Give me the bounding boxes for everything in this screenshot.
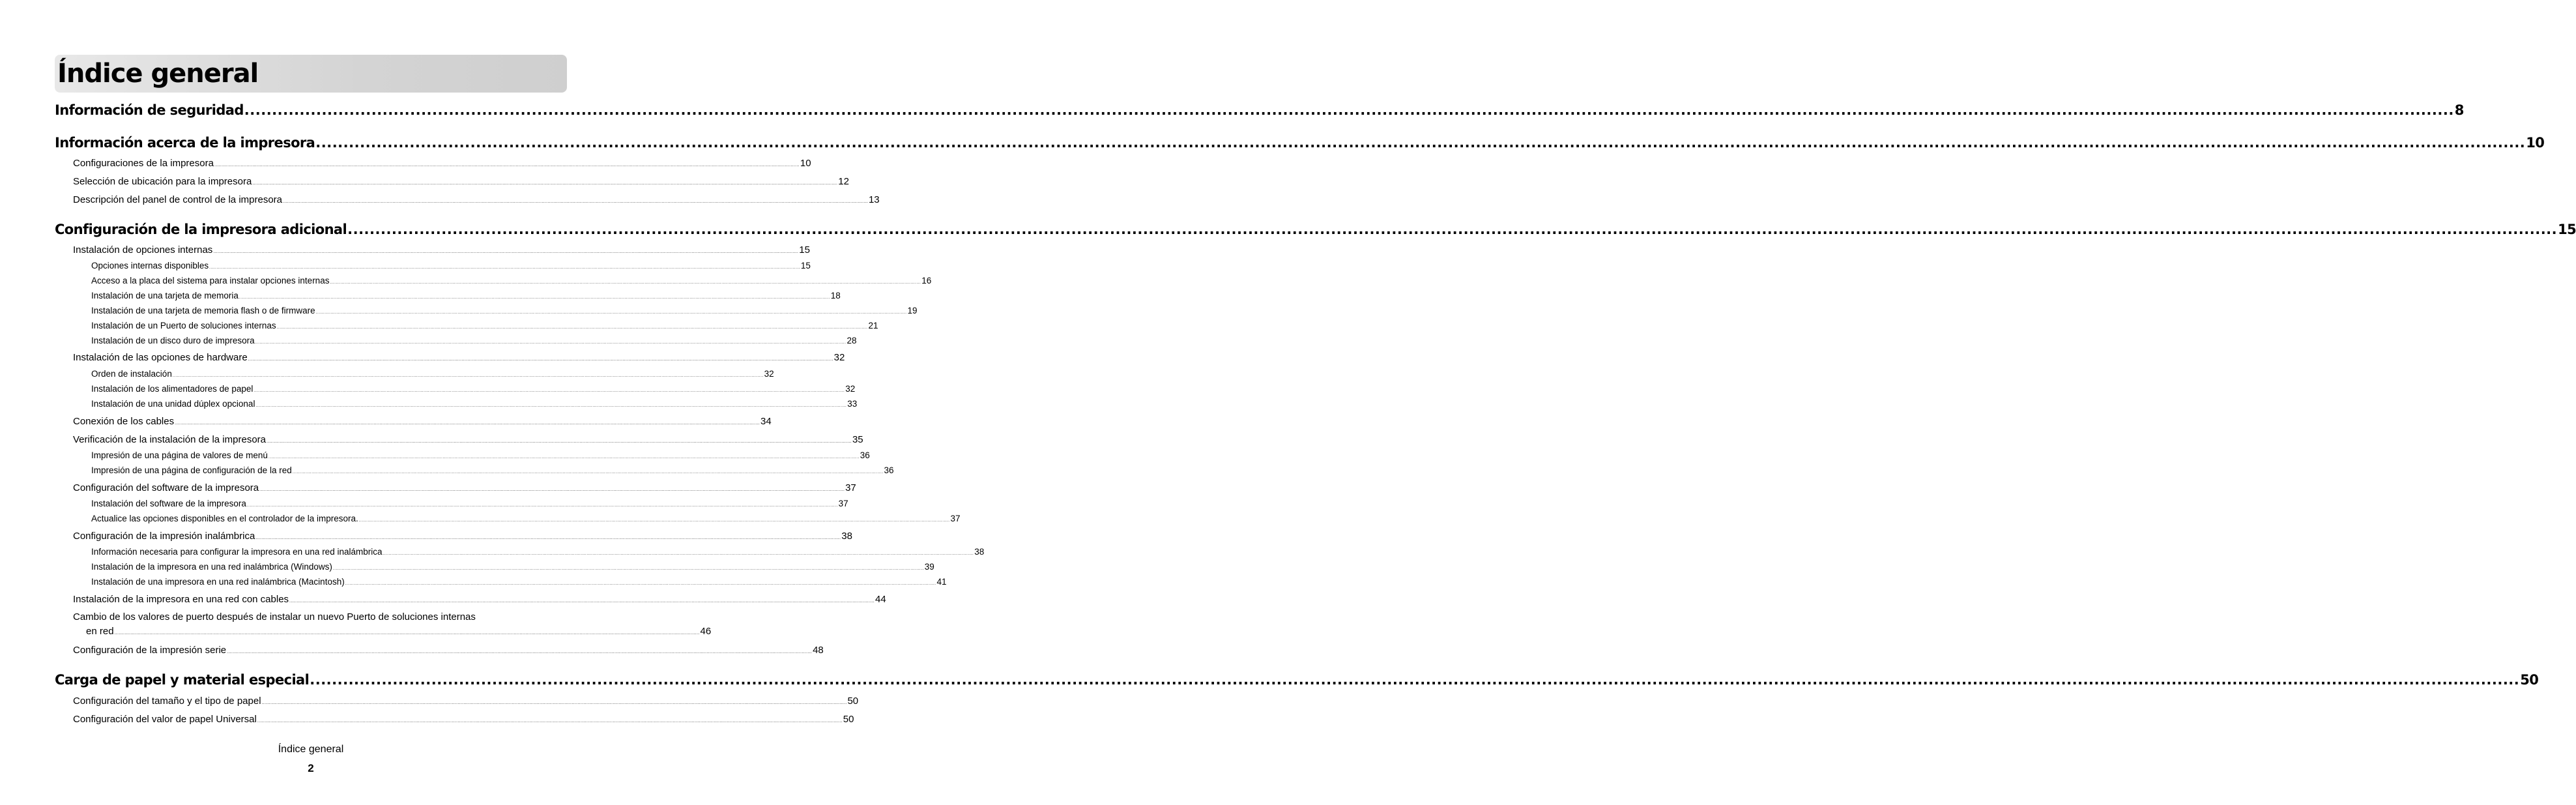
toc-chapter[interactable] — [55, 671, 2539, 689]
toc-page-number: 46 — [700, 626, 712, 637]
dot-leader: ................................................................................................................................................................................................................................................................................................................................................................................................................ — [345, 582, 936, 586]
toc-page-number: 38 — [974, 547, 985, 557]
toc-page-number: 13 — [868, 194, 880, 205]
toc-entry-label: Orden de instalación — [91, 369, 172, 379]
toc-entry-label: Configuración de la impresora adicional — [55, 222, 347, 237]
dot-leader: ................................................................................................................................................................................................................................................................................................................................................................................................................ — [213, 250, 799, 254]
toc-subsection[interactable] — [91, 546, 985, 559]
toc-subsection[interactable] — [91, 561, 934, 574]
toc-entry-label: Selección de ubicación para la impresora — [73, 176, 252, 187]
toc-entry-label: Impresión de una página de configuración de la red — [91, 465, 292, 475]
toc-section[interactable] — [73, 175, 849, 189]
toc-entry-label-continued: en red — [86, 626, 114, 637]
toc-page-number: 32 — [833, 352, 845, 363]
toc-page-number: 21 — [868, 321, 878, 330]
toc-section[interactable] — [73, 193, 880, 207]
toc-page-number: 12 — [838, 176, 849, 187]
dot-leader: ................................................................................................................................................................................................................................................................................................................................................................................................................ — [214, 163, 800, 168]
toc-page-number: 15 — [799, 244, 810, 256]
toc-entry-label: Verificación de la instalación de la impresora — [73, 434, 266, 445]
toc-page-number: 36 — [860, 450, 870, 460]
toc-page-number: 37 — [950, 514, 961, 523]
toc-entry-label: Configuraciones de la impresora — [73, 158, 214, 169]
toc-section[interactable] — [73, 156, 811, 171]
dot-leader: ................................................................................................................................................................................................................................................................................................................................................................................................................ — [267, 439, 852, 444]
toc-entry-label: Información de seguridad — [55, 102, 244, 118]
toc-page-number: 44 — [875, 594, 886, 605]
dot-leader: ................................................................................................................................................................................................................................................................................................................................................................................................................ — [268, 456, 860, 460]
dot-leader: ................................................................................................................................................................................................................................................................................................................................................................................................................ — [253, 389, 845, 393]
toc-entry-label: Conexión de los cables — [73, 416, 175, 427]
dot-leader: ................................................................................................................................................................................................................................................................................................................................................................................................................ — [383, 552, 974, 556]
toc-page-number: 28 — [847, 336, 857, 345]
toc-page-number: 32 — [764, 369, 774, 379]
toc-section[interactable] — [73, 593, 886, 607]
toc-entry-label: Instalación de una tarjeta de memoria flash o de firmware — [91, 306, 315, 315]
toc-section[interactable] — [73, 243, 810, 257]
toc-page-number: 32 — [845, 384, 856, 394]
dot-leader: ................................................................................................................................................................................................................................................................................................................................................................................................................ — [244, 102, 2454, 118]
toc-subsection[interactable] — [91, 497, 848, 510]
toc-subsection[interactable] — [91, 449, 870, 462]
toc-section[interactable] — [73, 529, 852, 544]
toc-subsection[interactable] — [91, 398, 858, 411]
toc-subsection[interactable] — [91, 576, 947, 589]
toc-page-number: 8 — [2454, 102, 2464, 118]
toc-section[interactable] — [73, 694, 859, 709]
toc-section[interactable] — [73, 351, 845, 365]
toc-section[interactable] — [73, 643, 824, 658]
dot-leader: ................................................................................................................................................................................................................................................................................................................................................................................................................ — [276, 326, 868, 330]
toc-page-number: 15 — [2558, 222, 2576, 237]
toc-page-number: 50 — [2520, 672, 2539, 688]
toc-page-number: 50 — [843, 714, 854, 725]
toc-subsection[interactable] — [91, 274, 932, 287]
page-title: Índice general — [57, 59, 259, 89]
toc-section[interactable] — [73, 712, 854, 727]
dot-leader: ................................................................................................................................................................................................................................................................................................................................................................................................................ — [259, 488, 845, 492]
toc-chapter[interactable] — [55, 220, 2576, 239]
toc-entry-label[interactable]: Cambio de los valores de puerto después de instalar un nuevo Puerto de soluciones internas — [73, 611, 476, 622]
toc-chapter[interactable] — [55, 101, 2464, 119]
toc-page-number: 18 — [830, 291, 841, 300]
toc-page-number: 10 — [800, 158, 811, 169]
toc-page-number: 48 — [813, 645, 824, 656]
dot-leader: ................................................................................................................................................................................................................................................................................................................................................................................................................ — [252, 181, 838, 186]
toc-subsection[interactable] — [91, 319, 878, 332]
dot-leader: ................................................................................................................................................................................................................................................................................................................................................................................................................ — [114, 631, 700, 636]
toc-entry-label: Instalación de opciones internas — [73, 244, 213, 256]
toc-entry-label: Instalación de los alimentadores de papel — [91, 384, 253, 394]
toc-entry-label: Instalación de un Puerto de soluciones internas — [91, 321, 276, 330]
dot-leader: ................................................................................................................................................................................................................................................................................................................................................................................................................ — [347, 222, 2558, 237]
dot-leader: ................................................................................................................................................................................................................................................................................................................................................................................................................ — [315, 311, 907, 315]
dot-leader: ................................................................................................................................................................................................................................................................................................................................................................................................................ — [257, 719, 843, 724]
toc-entry-label: Impresión de una página de valores de menú — [91, 450, 268, 460]
dot-leader: ................................................................................................................................................................................................................................................................................................................................................................................................................ — [283, 199, 868, 204]
toc-chapter[interactable] — [55, 134, 2545, 152]
toc-entry-label: Configuración del tamaño y el tipo de papel — [73, 695, 261, 707]
dot-leader: ................................................................................................................................................................................................................................................................................................................................................................................................................ — [255, 404, 847, 408]
dot-leader: ................................................................................................................................................................................................................................................................................................................................................................................................................ — [310, 672, 2520, 688]
toc-entry-label: Configuración de la impresión serie — [73, 645, 227, 656]
toc-section[interactable] — [86, 624, 712, 639]
dot-leader: ................................................................................................................................................................................................................................................................................................................................................................................................................ — [239, 296, 830, 300]
toc-page-number: 41 — [936, 577, 947, 587]
toc-entry-label: Acceso a la placa del sistema para instalar opciones internas — [91, 276, 330, 285]
toc-page-number: 15 — [800, 261, 811, 271]
toc-page-number: 33 — [847, 399, 858, 409]
toc-entry-label: Carga de papel y material especial — [55, 672, 310, 688]
toc-entry-label: Instalación de las opciones de hardware — [73, 352, 248, 363]
toc-subsection[interactable] — [91, 383, 856, 396]
toc-subsection[interactable] — [91, 259, 811, 272]
toc-entry-label: Actualice las opciones disponibles en el controlador de la impresora. — [91, 514, 358, 523]
toc-entry-label: Instalación del software de la impresora — [91, 499, 246, 508]
toc-page-number: 19 — [907, 306, 918, 315]
toc-page-number: 50 — [847, 695, 859, 707]
toc-section[interactable] — [73, 481, 856, 495]
toc-page-number: 36 — [884, 465, 894, 475]
dot-leader: ................................................................................................................................................................................................................................................................................................................................................................................................................ — [227, 650, 813, 654]
toc-entry-label: Instalación de una impresora en una red inalámbrica (Macintosh) — [91, 577, 345, 587]
toc-entry-label: Información acerca de la impresora — [55, 135, 315, 151]
toc-page-number: 37 — [838, 499, 848, 508]
toc-subsection[interactable] — [91, 512, 961, 525]
dot-leader: ................................................................................................................................................................................................................................................................................................................................................................................................................ — [248, 357, 833, 362]
toc-page-number: 38 — [841, 531, 852, 542]
toc-page-number: 34 — [760, 416, 772, 427]
toc-entry-label: Instalación de una tarjeta de memoria — [91, 291, 239, 300]
dot-leader: ................................................................................................................................................................................................................................................................................................................................................................................................................ — [209, 266, 800, 270]
dot-leader: ................................................................................................................................................................................................................................................................................................................................................................................................................ — [175, 421, 760, 426]
toc-page-number: 16 — [921, 276, 932, 285]
toc-page-number: 35 — [852, 434, 863, 445]
toc-subsection[interactable] — [91, 464, 894, 477]
toc-entry-label: Configuración de la impresión inalámbrica — [73, 531, 255, 542]
toc-entry-label: Configuración del valor de papel Universal — [73, 714, 257, 725]
dot-leader: ................................................................................................................................................................................................................................................................................................................................................................................................................ — [255, 341, 847, 345]
footer-page-number: 2 — [308, 762, 314, 774]
toc-section[interactable] — [73, 433, 863, 447]
dot-leader: ................................................................................................................................................................................................................................................................................................................................................................................................................ — [261, 701, 847, 705]
toc-subsection[interactable] — [91, 334, 857, 347]
toc-page-number: 37 — [845, 482, 856, 493]
toc-entry-label: Instalación de un disco duro de impresora — [91, 336, 255, 345]
dot-leader: ................................................................................................................................................................................................................................................................................................................................................................................................................ — [292, 471, 884, 475]
toc-entry-label: Instalación de la impresora en una red inalámbrica (Windows) — [91, 562, 332, 572]
toc-entry-label: Instalación de la impresora en una red con cables — [73, 594, 289, 605]
dot-leader: ................................................................................................................................................................................................................................................................................................................................................................................................................ — [246, 504, 838, 508]
dot-leader: ................................................................................................................................................................................................................................................................................................................................................................................................................ — [289, 599, 875, 604]
toc-entry-label: Opciones internas disponibles — [91, 261, 209, 271]
toc-subsection[interactable] — [91, 289, 841, 302]
toc-entry-label: Configuración del software de la impresora — [73, 482, 259, 493]
dot-leader: ................................................................................................................................................................................................................................................................................................................................................................................................................ — [172, 374, 764, 378]
toc-subsection[interactable] — [91, 368, 774, 381]
toc-entry-label: Información necesaria para configurar la impresora en una red inalámbrica — [91, 547, 383, 557]
dot-leader: ................................................................................................................................................................................................................................................................................................................................................................................................................ — [315, 135, 2526, 151]
toc-page-number: 39 — [924, 562, 934, 572]
toc-entry-label: Instalación de una unidad dúplex opcional — [91, 399, 255, 409]
toc-entry-label: Descripción del panel de control de la impresora — [73, 194, 283, 205]
dot-leader: ................................................................................................................................................................................................................................................................................................................................................................................................................ — [358, 519, 950, 523]
dot-leader: ................................................................................................................................................................................................................................................................................................................................................................................................................ — [255, 536, 841, 540]
dot-leader: ................................................................................................................................................................................................................................................................................................................................................................................................................ — [330, 281, 921, 285]
toc-subsection[interactable] — [91, 304, 918, 317]
toc-page-number: 10 — [2526, 135, 2545, 151]
toc-section[interactable] — [73, 415, 772, 429]
footer-section-label: Índice general — [278, 744, 344, 755]
dot-leader: ................................................................................................................................................................................................................................................................................................................................................................................................................ — [332, 567, 924, 571]
